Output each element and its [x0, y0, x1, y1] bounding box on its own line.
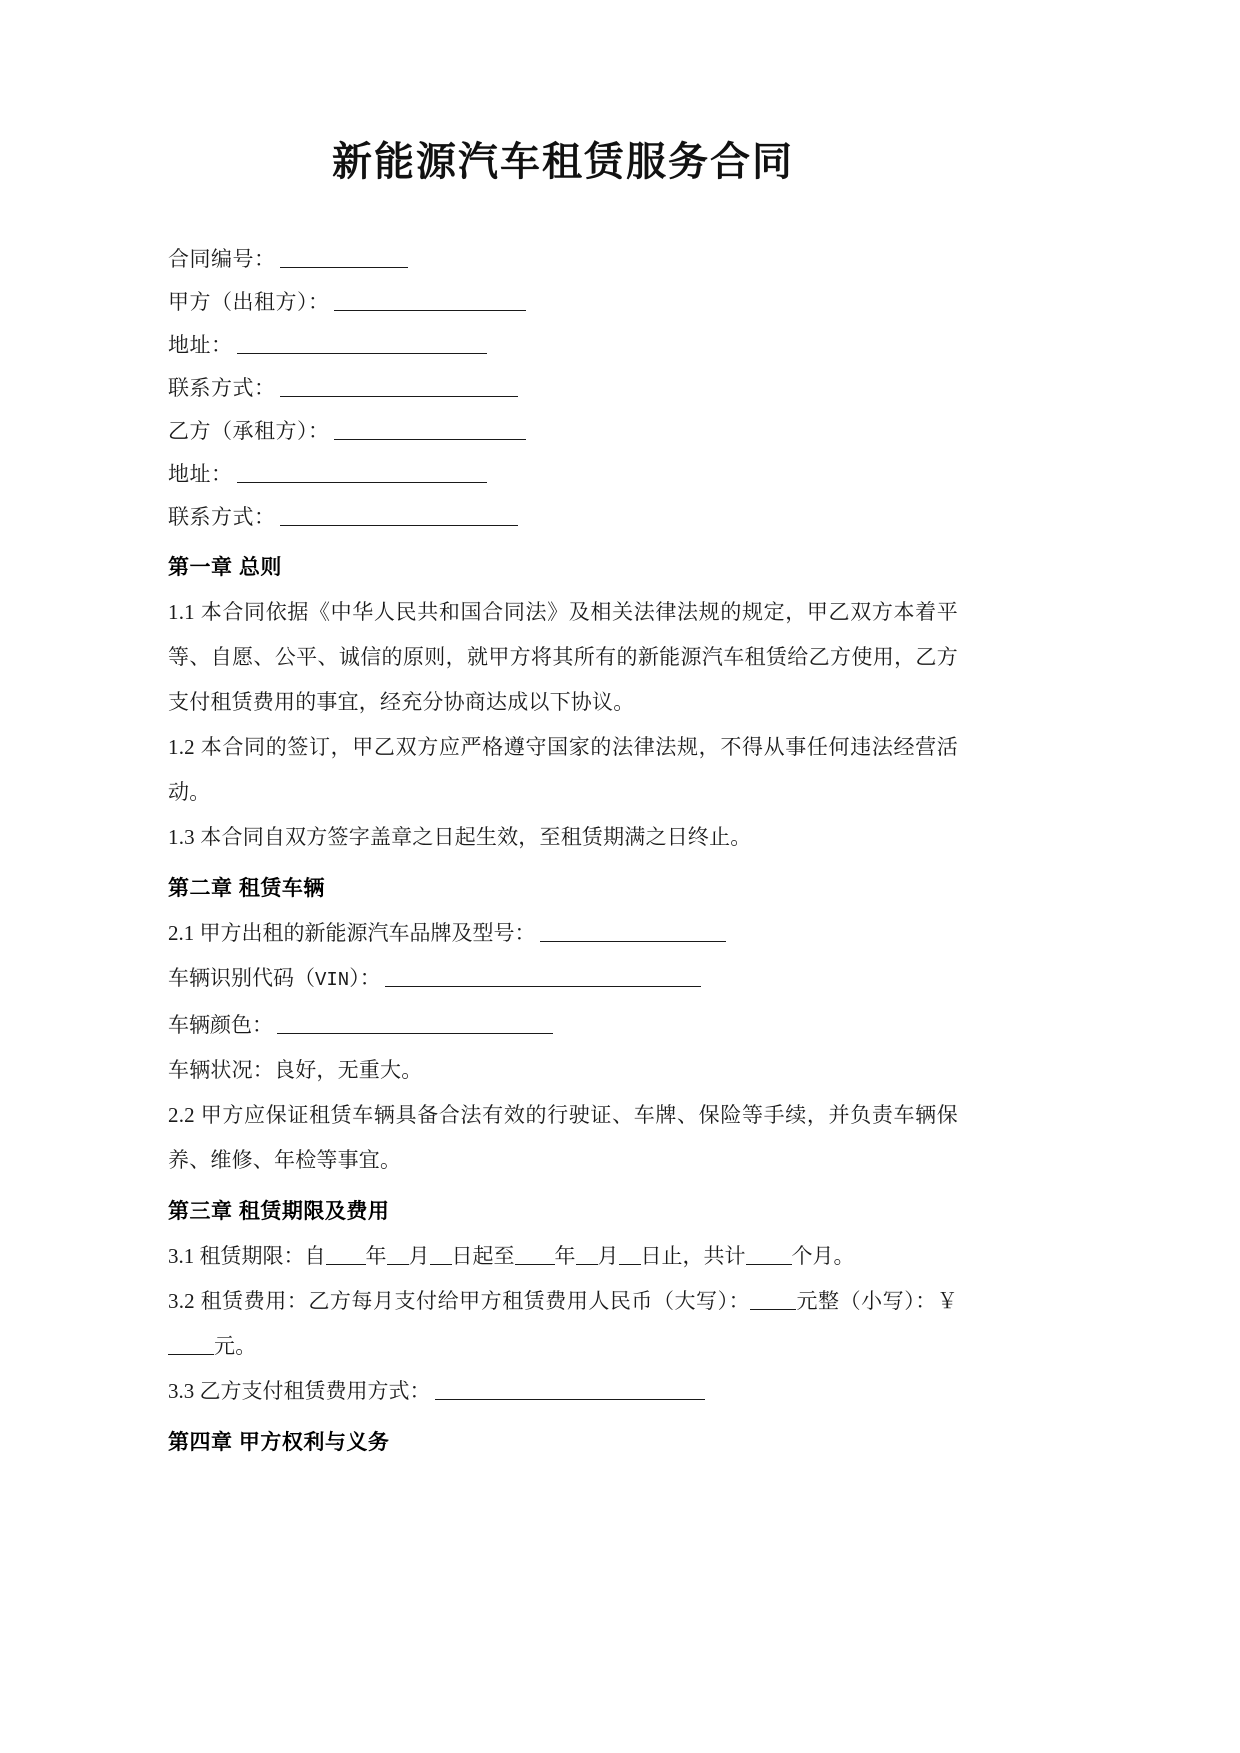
clause-2-2: 2.2 甲方应保证租赁车辆具备合法有效的行驶证、车牌、保险等手续，并负责车辆保养、维修、年检等事宜。: [168, 1103, 958, 1172]
party-b-name-blank[interactable]: [334, 419, 526, 440]
lease-start-month-blank[interactable]: [387, 1245, 409, 1265]
clause-3-3: [168, 1369, 958, 1414]
lease-term-text-g: 日止，共计: [640, 1244, 746, 1268]
rent-text-c: 元。: [214, 1334, 257, 1358]
field-party-b: [168, 410, 958, 453]
rent-amount-chinese-blank[interactable]: [750, 1290, 796, 1310]
field-vin: [168, 956, 958, 1003]
field-label: 地址：: [168, 333, 233, 357]
vin-label-code: VIN: [315, 969, 350, 991]
vehicle-condition: 车辆状况：良好，无重大。: [168, 1058, 423, 1082]
vehicle-color-label: 车辆颜色：: [168, 1013, 273, 1037]
field-party-b-contact: [168, 496, 958, 539]
field-label: 合同编号：: [168, 247, 276, 271]
vehicle-model-blank[interactable]: [540, 921, 726, 942]
lease-term-text-c: 月: [408, 1244, 430, 1268]
field-label: 甲方（出租方）：: [168, 290, 330, 314]
field-party-a: [168, 281, 958, 324]
party-a-contact-blank[interactable]: [280, 376, 518, 397]
payment-method-blank[interactable]: [435, 1379, 705, 1400]
clause-3-1: [168, 1234, 958, 1279]
field-contract-number: [168, 238, 958, 281]
clause-1-3: 1.3 本合同自双方签字盖章之日起生效，至租赁期满之日终止。: [168, 825, 752, 849]
field-label: 联系方式：: [168, 376, 276, 400]
vin-label-post: ）：: [349, 966, 381, 990]
field-party-a-contact: [168, 367, 958, 410]
party-b-address-blank[interactable]: [237, 462, 487, 483]
rent-text-b: 元整（小写）：￥: [796, 1289, 958, 1313]
field-party-b-address: [168, 453, 958, 496]
chapter-heading-3: 第三章 租赁期限及费用: [168, 1200, 390, 1223]
lease-end-month-blank[interactable]: [576, 1245, 598, 1265]
lease-term-text-d: 日起至: [451, 1244, 515, 1268]
page-title: 新能源汽车租赁服务合同: [332, 139, 794, 184]
lease-end-year-blank[interactable]: [515, 1245, 555, 1265]
field-label: 地址：: [168, 462, 233, 486]
field-label: 乙方（承租方）：: [168, 419, 330, 443]
field-label: 联系方式：: [168, 505, 276, 529]
lease-term-text-a: 3.1 租赁期限：自: [168, 1244, 326, 1268]
party-a-name-blank[interactable]: [334, 290, 526, 311]
vin-blank[interactable]: [385, 966, 701, 987]
chapter-heading-4: 第四章 甲方权利与义务: [168, 1431, 390, 1454]
payment-method-label: 3.3 乙方支付租赁费用方式：: [168, 1379, 431, 1403]
lease-term-text-e: 年: [554, 1244, 576, 1268]
field-party-a-address: [168, 324, 958, 367]
field-vehicle-color: [168, 1003, 958, 1048]
clause-2-1: [168, 911, 958, 956]
party-a-address-blank[interactable]: [237, 333, 487, 354]
lease-term-text-h: 个月。: [791, 1244, 855, 1268]
lease-term-text-b: 年: [365, 1244, 387, 1268]
header-fields-block: [168, 238, 958, 539]
contract-number-blank[interactable]: [280, 247, 408, 268]
chapter-heading-2: 第二章 租赁车辆: [168, 877, 325, 900]
clause-1-2: 1.2 本合同的签订，甲乙双方应严格遵守国家的法律法规，不得从事任何违法经营活动。: [168, 735, 958, 804]
chapter-heading-1: 第一章 总则: [168, 556, 282, 579]
rent-text-a: 3.2 租赁费用：乙方每月支付给甲方租赁费用人民币（大写）：: [168, 1289, 751, 1313]
lease-start-year-blank[interactable]: [326, 1245, 366, 1265]
lease-end-day-blank[interactable]: [619, 1245, 641, 1265]
vehicle-color-blank[interactable]: [277, 1013, 553, 1034]
lease-start-day-blank[interactable]: [430, 1245, 452, 1265]
clause-1-1: 1.1 本合同依据《中华人民共和国合同法》及相关法律法规的规定，甲乙双方本着平等、自愿、公平、诚信的原则，就甲方将其所有的新能源汽车租赁给乙方使用，乙方支付租赁费用的事宜，经充分协商达成以下协议。: [168, 600, 958, 714]
vin-label-pre: 车辆识别代码（: [168, 966, 315, 990]
party-b-contact-blank[interactable]: [280, 505, 518, 526]
vehicle-model-label: 2.1 甲方出租的新能源汽车品牌及型号：: [168, 921, 536, 945]
document-content: [168, 0, 958, 1465]
lease-total-months-blank[interactable]: [746, 1245, 792, 1265]
clause-3-2: [168, 1279, 958, 1369]
rent-amount-digits-blank[interactable]: [168, 1335, 214, 1355]
lease-term-text-f: 月: [597, 1244, 619, 1268]
